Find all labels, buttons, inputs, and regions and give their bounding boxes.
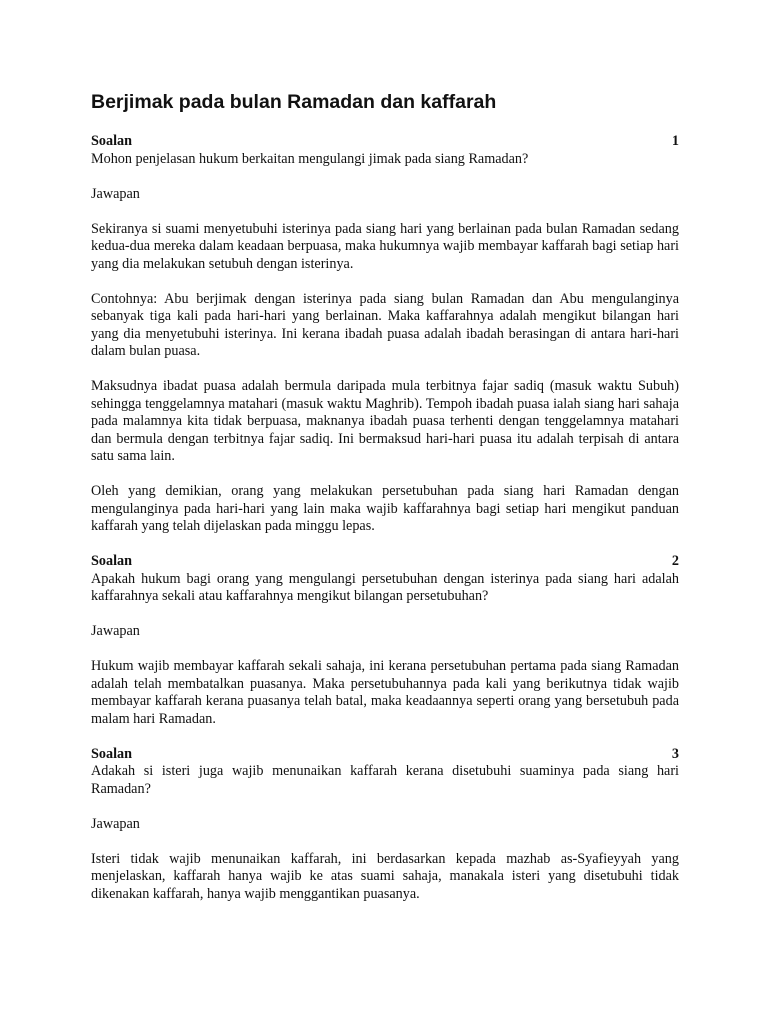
question-label: Soalan bbox=[91, 133, 133, 149]
qa-section-1 bbox=[91, 133, 679, 536]
answer-label: Jawapan bbox=[91, 623, 140, 639]
qa-section-2 bbox=[91, 553, 679, 728]
answer-paragraph: Oleh yang demikian, orang yang melakukan persetubuhan pada siang hari Ramadan dengan mengulanginya pada hari-hari yang lain maka wajib kaffarahnya bagi setiap hari mengikut panduan kaffarah yang telah dijelaskan pada minggu lepas. bbox=[91, 483, 679, 534]
question-header bbox=[91, 746, 679, 764]
page-title: Berjimak pada bulan Ramadan dan kaffarah bbox=[91, 91, 497, 113]
question-text: Mohon penjelasan hukum berkaitan mengulangi jimak pada siang Ramadan? bbox=[91, 150, 529, 167]
answer-paragraph: Sekiranya si suami menyetubuhi isterinya pada siang hari yang berlainan pada bulan Ramadan sedang kedua-dua mereka dalam keadaan berpuasa, maka hukumnya wajib membayar kaffarah bagi setiap hari yang dia melakukan setubuh dengan isterinya. bbox=[91, 220, 679, 272]
qa-section-3 bbox=[91, 746, 679, 904]
answer-paragraph: Maksudnya ibadat puasa adalah bermula daripada mula terbitnya fajar sadiq (masuk waktu Subuh) sehingga tenggelamnya matahari (masuk waktu Maghrib). Tempoh ibadah puasa ialah siang hari sahaja pada malamnya kita tidak berpuasa, maknanya ibadah puasa terhenti dengan tenggelamnya matahari dan bermula dengan terbitnya fajar sadiq. Ini bermaksud hari-hari puasa itu adalah terpisah di antara satu sama lain. bbox=[91, 378, 679, 464]
question-number: 2 bbox=[671, 553, 679, 569]
answer-label: Jawapan bbox=[91, 815, 140, 832]
question-text: Adakah si isteri juga wajib menunaikan kaffarah kerana disetubuhi suaminya pada siang hari Ramadan? bbox=[91, 763, 679, 797]
question-label: Soalan bbox=[91, 553, 133, 569]
question-number: 1 bbox=[671, 133, 679, 149]
question-number: 3 bbox=[671, 745, 679, 762]
answer-paragraph: Hukum wajib membayar kaffarah sekali sahaja, ini kerana persetubuhan pertama pada siang Ramadan adalah telah membatalkan puasanya. Maka persetubuhannya pada kali yang berikutnya tidak wajib membayar kaffarah kerana puasanya telah batal, maka keadaannya seperti orang yang bersetubuh pada malam hari Ramadan. bbox=[91, 658, 679, 727]
question-header bbox=[91, 133, 679, 151]
answer-label: Jawapan bbox=[91, 185, 140, 202]
question-text: Apakah hukum bagi orang yang mengulangi persetubuhan dengan isterinya pada siang hari adalah kaffarahnya sekali atau kaffarahnya mengikut bilangan persetubuhan? bbox=[91, 570, 679, 604]
answer-paragraph: Contohnya: Abu berjimak dengan isterinya pada siang bulan Ramadan dan Abu mengulanginya sebanyak tiga kali pada hari-hari yang berlainan. Maka kaffarahnya adalah mengikut bilangan hari yang dia menyetubuhi isterinya. Ini kerana ibadah puasa adalah ibadah berasingan di antara hari-hari dalam bulan puasa. bbox=[91, 290, 679, 359]
question-header bbox=[91, 553, 679, 571]
question-label: Soalan bbox=[91, 745, 133, 762]
answer-paragraph: Isteri tidak wajib menunaikan kaffarah, ini berdasarkan kepada mazhab as-Syafieyyah yang menjelaskan, kaffarah hanya wajib ke atas suami sahaja, manakala isteri yang disetubuhi tidak dikenakan kaffarah, hanya wajib menggantikan puasanya. bbox=[91, 850, 679, 902]
